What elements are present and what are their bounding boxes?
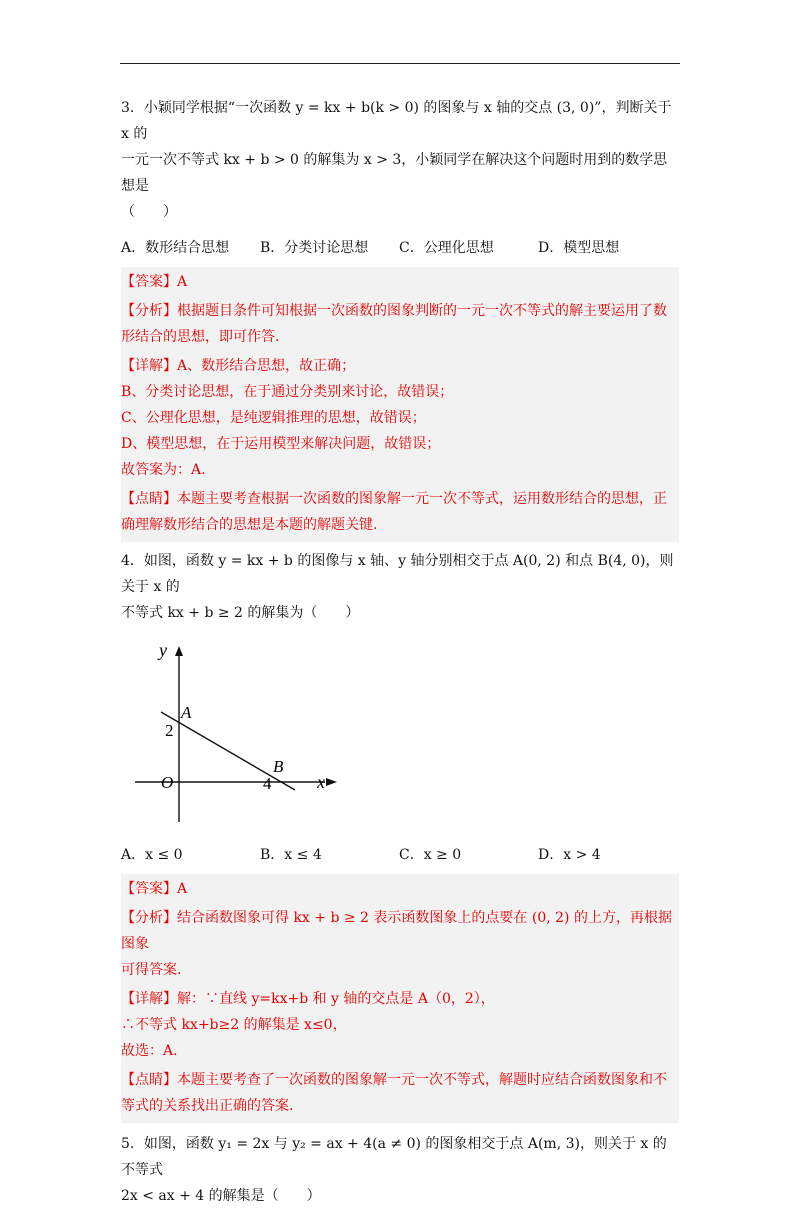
q3-option-c: C．公理化思想 [399, 240, 494, 256]
q4-detail-line3: 故选：A. [121, 1043, 178, 1059]
q4-option-b: B．x ≤ 4 [260, 847, 322, 863]
q3-answer: 【答案】A [121, 274, 188, 290]
q4-figure [125, 636, 679, 832]
q4-analysis-line2: 可得答案. [121, 962, 182, 978]
q3-analysis-line1: 【分析】根据题目条件可知根据一次函数的图象判断的一元一次不等式的解主要运用了数 [121, 303, 667, 319]
q4-stem-line1: 4．如图，函数 y = kx + b 的图像与 x 轴、y 轴分别相交于点 A(0, 2) 和点 B(4, 0)，则关于 x 的 [121, 553, 674, 595]
question-3 [121, 95, 679, 542]
x-axis-arrow [326, 778, 337, 786]
q3-comment-line2: 确理解数形结合的思想是本题的解题关键. [121, 517, 378, 533]
y-tick-2: 2 [165, 721, 174, 740]
q4-comment-line2: 等式的关系找出正确的答案. [121, 1098, 294, 1114]
q4-options [121, 842, 679, 868]
q3-detail-line3: C、公理化思想，是纯逻辑推理的思想，故错误； [121, 410, 426, 426]
q4-graph [125, 636, 355, 832]
q4-answer: 【答案】A [121, 881, 188, 897]
q5-stem-line1: 5．如图，函数 y₁ = 2x 与 y₂ = ax + 4(a ≠ 0) 的图象相交于点 A(m, 3)，则关于 x 的不等式 [121, 1136, 667, 1178]
document-page [121, 95, 679, 1209]
q3-analysis-line2: 形结合的思想，即可作答. [121, 329, 280, 345]
q4-stem-line2: 不等式 kx + b ≥ 2 的解集为（ ） [121, 605, 360, 621]
q4-option-c: C．x ≥ 0 [399, 847, 462, 863]
y-axis-arrow [175, 646, 183, 656]
q3-detail-line1: 【详解】A、数形结合思想，故正确； [121, 358, 356, 374]
q4-solution [121, 874, 679, 1123]
function-line [161, 712, 295, 790]
q4-option-d: D．x > 4 [538, 847, 601, 863]
q3-options [121, 235, 679, 261]
question-4 [121, 548, 679, 1123]
q3-option-d: D．模型思想 [538, 240, 620, 256]
x-tick-4: 4 [263, 774, 272, 793]
q4-detail-line2: ∴不等式 kx+b≥2 的解集是 x≤0， [121, 1017, 347, 1033]
header-rule [120, 63, 680, 64]
q4-analysis-line1: 【分析】结合函数图象可得 kx + b ≥ 2 表示函数图象上的点要在 (0, 2) 的上方，再根据图象 [121, 910, 672, 952]
q3-detail-line4: D、模型思想，在于运用模型来解决问题，故错误； [121, 436, 441, 452]
y-axis-label: y [159, 640, 167, 660]
q4-detail-line1: 【详解】解：∵直线 y=kx+b 和 y 轴的交点是 A（0，2）， [121, 991, 495, 1007]
q3-option-b: B．分类讨论思想 [260, 240, 369, 256]
q4-option-a: A．x ≤ 0 [121, 847, 183, 863]
point-b-label: B [273, 757, 284, 776]
q4-comment-line1: 【点睛】本题主要考查了一次函数的图象解一元一次不等式，解题时应结合函数图象和不 [121, 1072, 667, 1088]
x-axis-label: x [317, 772, 325, 792]
origin-label: O [161, 773, 174, 792]
q3-detail-line5: 故答案为：A. [121, 462, 206, 478]
q3-option-a: A．数形结合思想 [121, 240, 230, 256]
q3-solution [121, 267, 679, 542]
q5-stem-line2: 2x < ax + 4 的解集是（ ） [121, 1188, 321, 1204]
q3-stem-line1: 3．小颖同学根据“一次函数 y = kx + b(k > 0) 的图象与 x 轴的交点 (3, 0)”，判断关于 x 的 [121, 100, 672, 142]
q3-stem-line3: （ ） [121, 204, 177, 220]
q3-stem-line2: 一元一次不等式 kx + b > 0 的解集为 x > 3，小颖同学在解决这个问题时用到的数学思想是 [121, 152, 668, 194]
point-a-label: A [181, 703, 192, 722]
question-5 [121, 1131, 679, 1209]
q3-detail-line2: B、分类讨论思想，在于通过分类别来讨论，故错误； [121, 384, 454, 400]
q3-comment-line1: 【点睛】本题主要考查根据一次函数的图象解一元一次不等式，运用数形结合的思想，正 [121, 491, 667, 507]
